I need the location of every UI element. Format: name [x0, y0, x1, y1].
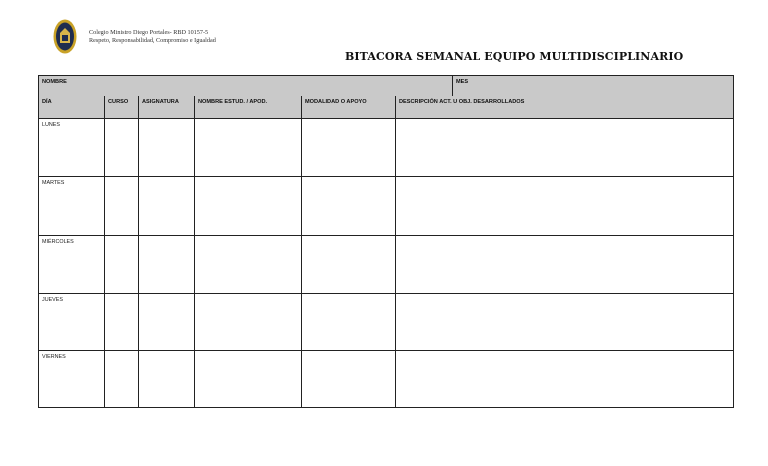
day-viernes: VIERNES [42, 354, 66, 360]
weekly-log-table [38, 75, 734, 408]
col-asignatura: ASIGNATURA [142, 99, 179, 105]
column-line [104, 96, 105, 407]
column-header-row [39, 96, 733, 119]
row-line [39, 293, 733, 294]
day-jueves: JUEVES [42, 297, 63, 303]
col-descripcion: DESCRIPCIÓN ACT. U OBJ. DESARROLLADOS [399, 99, 525, 105]
col-nombre-estud: NOMBRE ESTUD. / APOD. [198, 99, 268, 105]
day-lunes: LUNES [42, 122, 60, 128]
name-month-row [39, 76, 733, 97]
school-info [89, 29, 216, 45]
column-line [138, 96, 139, 407]
divider [452, 76, 453, 96]
row-line [39, 350, 733, 351]
column-line [395, 96, 396, 407]
row-line [39, 235, 733, 236]
page-title: BITACORA SEMANAL EQUIPO MULTIDISCIPLINARIO [345, 50, 684, 63]
row-line [39, 176, 733, 177]
school-name: Colegio Ministro Diego Portales- RBD 10157-5 [89, 29, 209, 36]
day-miercoles: MIÉRCOLES [42, 239, 74, 245]
col-curso: CURSO [108, 99, 129, 105]
day-martes: MARTES [42, 180, 65, 186]
school-logo [53, 19, 77, 54]
nombre-label: NOMBRE [42, 79, 67, 85]
column-line [301, 96, 302, 407]
col-modalidad: MODALIDAD O APOYO [305, 99, 367, 105]
col-dia: DÍA [42, 99, 52, 105]
mes-label: MES [456, 79, 469, 85]
school-motto: Respeto, Responsabilidad, Compromiso e Igualdad [89, 37, 216, 44]
column-line [194, 96, 195, 407]
